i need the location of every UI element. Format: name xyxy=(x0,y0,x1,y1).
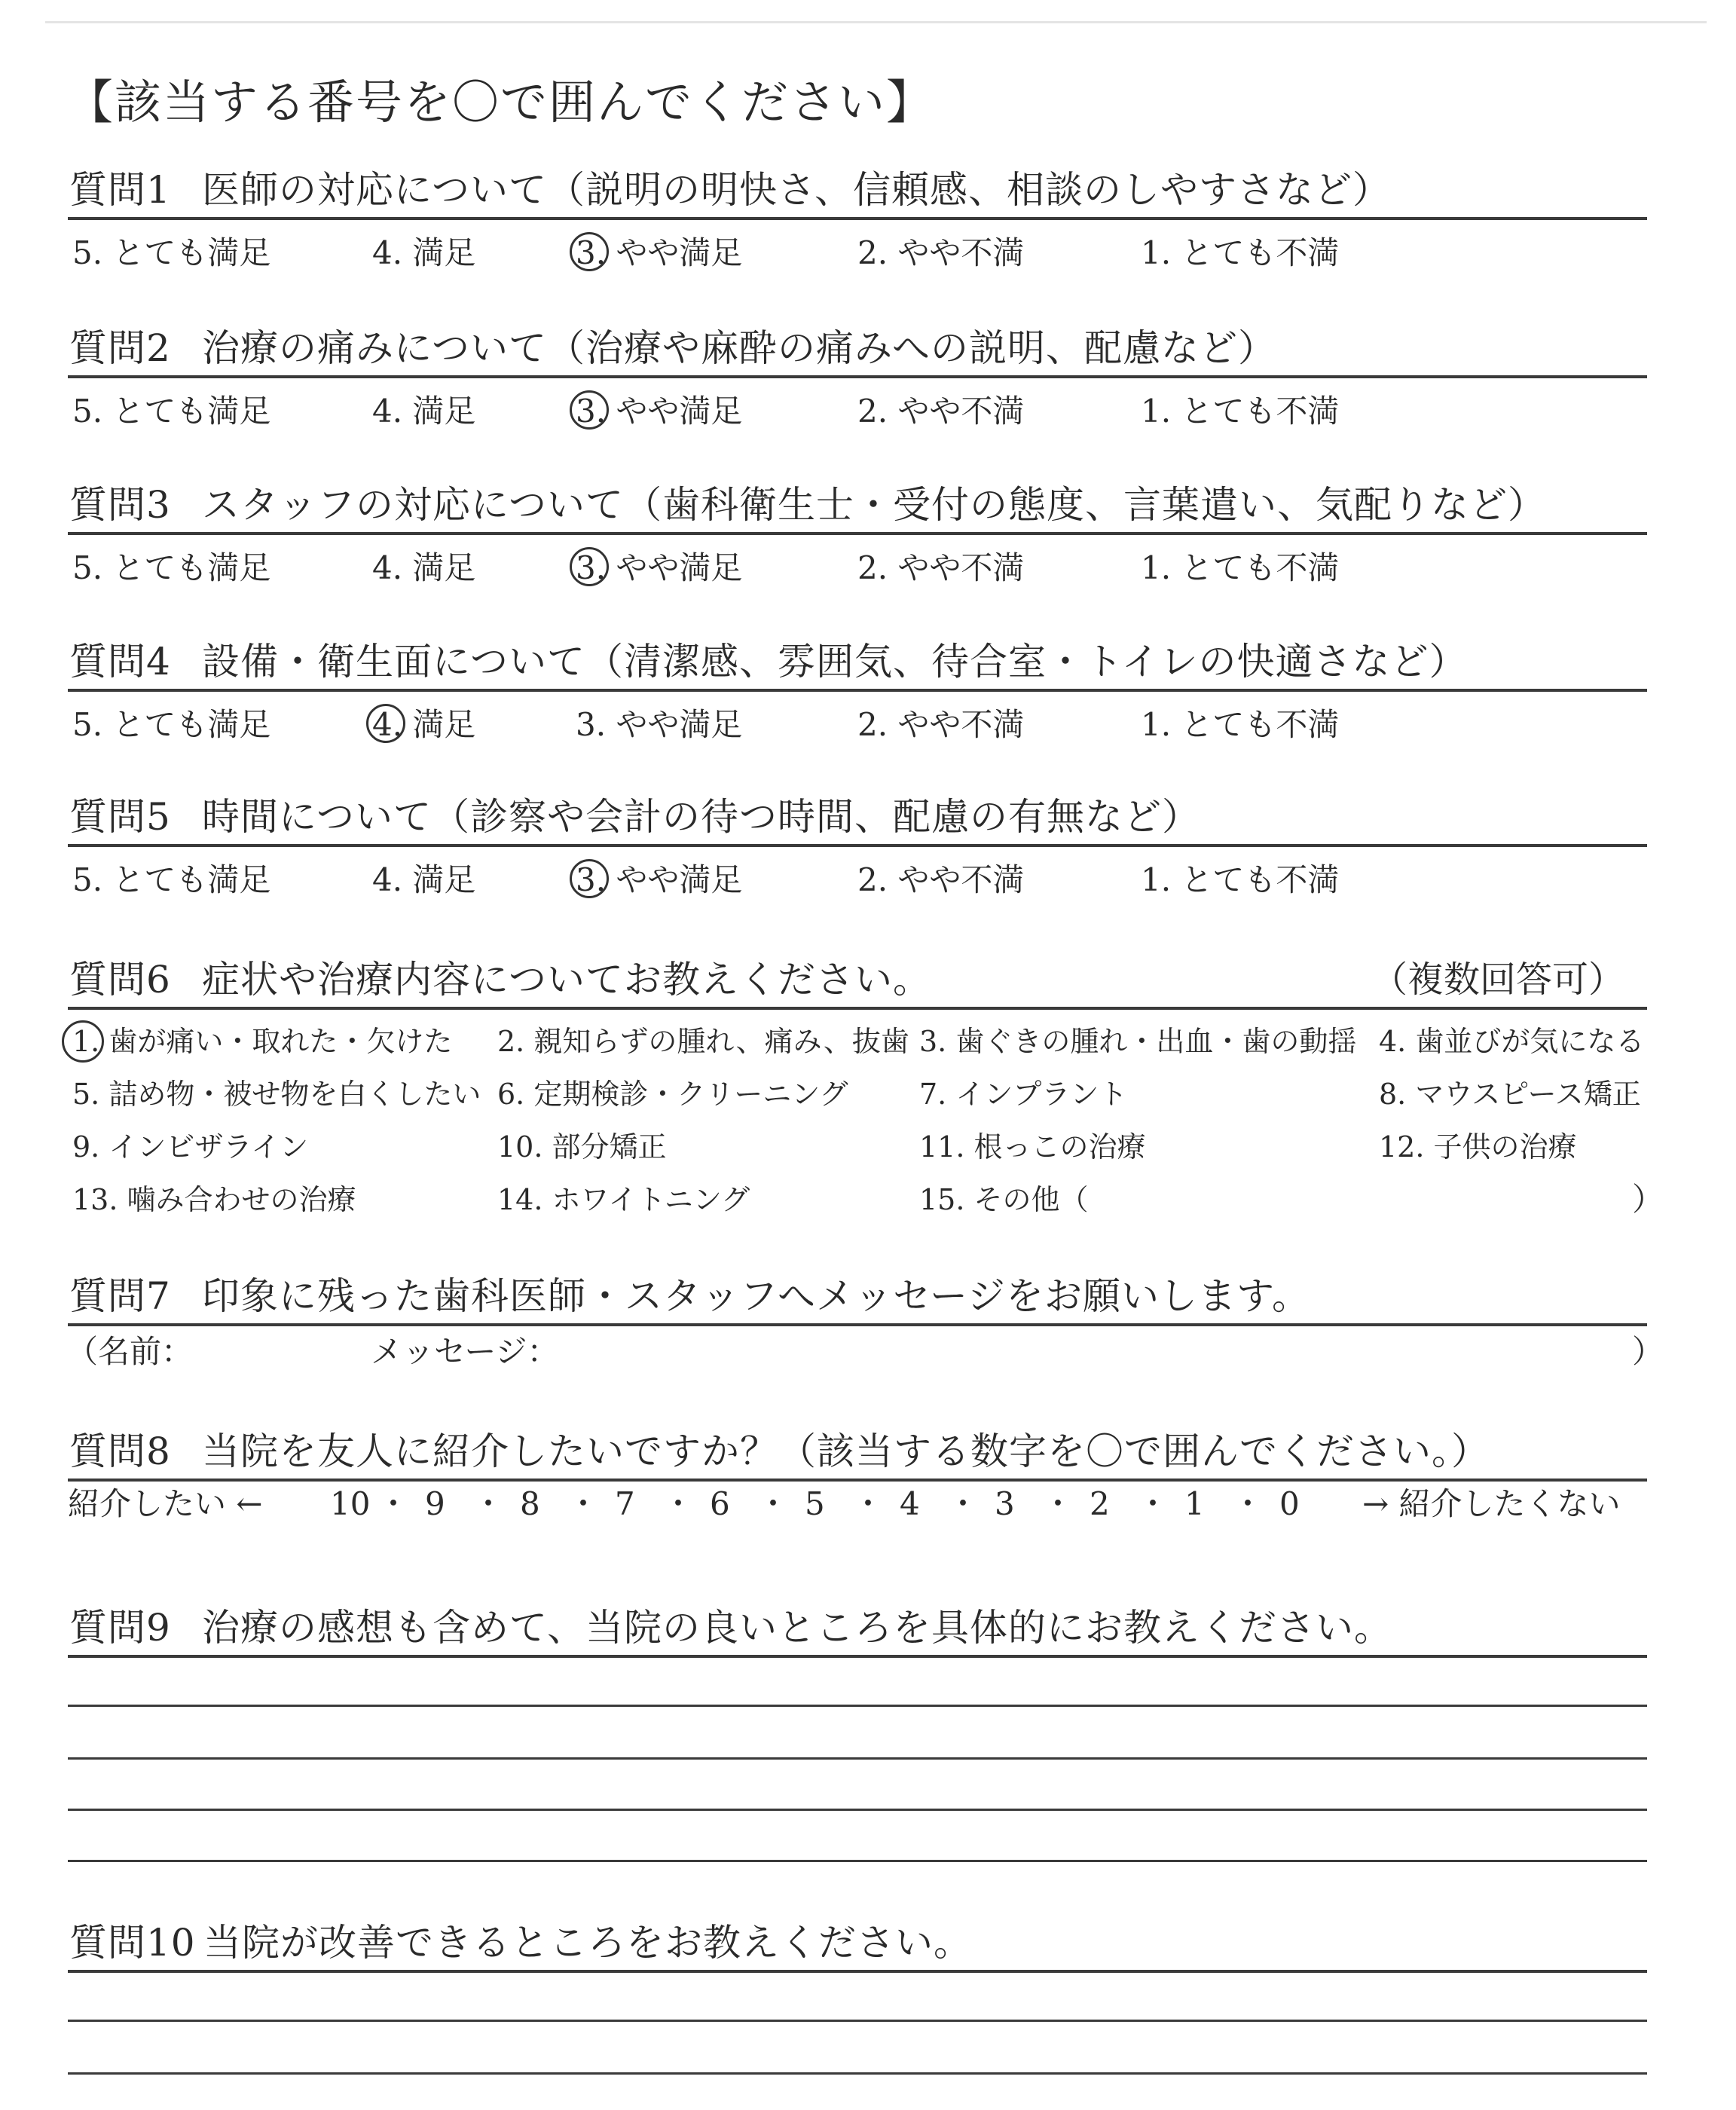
option-number: 13. xyxy=(72,1183,118,1216)
option-number: 1. xyxy=(1141,393,1172,430)
q4-option[interactable] xyxy=(72,705,270,745)
option-number: 3. xyxy=(576,706,607,743)
option-label: やや不満 xyxy=(888,861,1025,898)
scale-separator: ・ xyxy=(567,1485,600,1522)
q5-text: 時間について（診察や会計の待つ時間、配慮の有無など） xyxy=(202,795,1200,839)
q6-note: （複数回答可） xyxy=(1371,959,1624,1001)
option-label: インプラント xyxy=(946,1078,1128,1111)
option-label: やや不満 xyxy=(888,393,1025,430)
option-label: 歯ぐきの腫れ・出血・歯の動揺 xyxy=(946,1025,1357,1058)
scale-separator: ・ xyxy=(757,1485,790,1522)
q2-text: 治療の痛みについて（治療や麻酔の痛みへの説明、配慮など） xyxy=(202,326,1276,370)
q6-option[interactable] xyxy=(919,1182,1089,1218)
scale-value[interactable]: 10 xyxy=(330,1485,371,1522)
option-label: やや満足 xyxy=(606,234,743,271)
option-number: 4. xyxy=(372,549,403,586)
option-label: 親知らずの腫れ、痛み、抜歯 xyxy=(524,1025,909,1058)
scale-value[interactable]: 8 xyxy=(520,1485,540,1522)
circled-number: 3. xyxy=(576,549,607,586)
q6-option[interactable] xyxy=(919,1076,1127,1112)
q5-option[interactable] xyxy=(372,861,475,900)
q5-option[interactable] xyxy=(1141,861,1339,900)
q3-option[interactable] xyxy=(72,549,270,588)
option-number: 3. xyxy=(919,1025,947,1058)
q9-write-line[interactable] xyxy=(68,1757,1647,1760)
option-number: 9. xyxy=(72,1130,100,1164)
q7-close-paren: ） xyxy=(1632,1333,1664,1370)
option-label: とても満足 xyxy=(102,706,271,743)
q8-label: 質問8 xyxy=(69,1430,171,1473)
q7-message-label: メッセージ： xyxy=(371,1333,559,1370)
q2-label: 質問2 xyxy=(69,326,171,370)
option-label: 満足 xyxy=(402,393,476,430)
option-label: やや満足 xyxy=(606,549,743,586)
q3-option[interactable] xyxy=(372,549,475,588)
q4-option[interactable] xyxy=(576,705,742,745)
scale-value[interactable]: 3 xyxy=(995,1485,1015,1522)
option-label: 満足 xyxy=(402,861,476,898)
option-label: 歯並びが気になる xyxy=(1406,1025,1645,1058)
q3-header xyxy=(68,482,1647,535)
q9-header xyxy=(68,1605,1647,1658)
q6-label: 質問6 xyxy=(69,958,171,1001)
q4-option[interactable] xyxy=(1141,705,1339,745)
q6-option[interactable] xyxy=(497,1129,667,1165)
q3-option[interactable] xyxy=(576,549,742,588)
q2-option[interactable] xyxy=(1141,392,1339,431)
circled-number: 1. xyxy=(72,1025,100,1058)
scale-value[interactable]: 7 xyxy=(615,1485,635,1522)
q5-option[interactable] xyxy=(576,861,742,900)
q2-option[interactable] xyxy=(576,392,742,431)
option-label: 満足 xyxy=(402,706,476,743)
q8-header xyxy=(68,1429,1647,1482)
option-number: 7. xyxy=(919,1078,947,1111)
q6-text: 症状や治療内容についてお教えください。 xyxy=(202,958,931,1001)
q3-option[interactable] xyxy=(857,549,1024,588)
option-label: 子供の治療 xyxy=(1424,1130,1577,1164)
option-label: 部分矯正 xyxy=(542,1130,667,1164)
option-label: とても不満 xyxy=(1171,393,1340,430)
option-label: 定期検診・クリーニング xyxy=(524,1078,848,1111)
option-number: 2. xyxy=(857,861,888,898)
option-number: 4. xyxy=(372,393,403,430)
q9-write-line[interactable] xyxy=(68,1809,1647,1811)
option-label: やや不満 xyxy=(888,234,1025,271)
option-number: 5. xyxy=(72,234,103,271)
q10-header xyxy=(68,1920,1647,1973)
option-label: とても満足 xyxy=(102,861,271,898)
q5-option[interactable] xyxy=(857,861,1024,900)
scale-separator: ・ xyxy=(662,1485,695,1522)
option-number: 2. xyxy=(857,393,888,430)
q7-label: 質問7 xyxy=(69,1274,171,1318)
q1-option[interactable] xyxy=(857,234,1024,273)
option-label: インビザライン xyxy=(99,1130,309,1164)
scale-value[interactable]: 0 xyxy=(1279,1485,1300,1522)
q1-option[interactable] xyxy=(372,234,475,273)
circled-number: 4. xyxy=(372,706,403,743)
q4-option[interactable] xyxy=(857,705,1024,745)
option-number: 5. xyxy=(72,861,103,898)
page-title: 【該当する番号を〇で囲んでください】 xyxy=(66,75,935,130)
option-number: 2. xyxy=(857,706,888,743)
option-number: 8. xyxy=(1379,1078,1407,1111)
option-number: 14. xyxy=(497,1183,543,1216)
q6-option[interactable] xyxy=(497,1023,909,1060)
option-number: 15. xyxy=(919,1183,965,1216)
q1-option[interactable] xyxy=(576,234,742,273)
q2-option[interactable] xyxy=(372,392,475,431)
q3-text: スタッフの対応について（歯科衛生士・受付の態度、言葉遣い、気配りなど） xyxy=(202,483,1546,527)
option-label: とても満足 xyxy=(102,549,271,586)
q5-option[interactable] xyxy=(72,861,270,900)
q7-name-label: （名前： xyxy=(66,1333,194,1370)
circled-number: 3. xyxy=(576,861,607,898)
scale-value[interactable]: 4 xyxy=(900,1485,920,1522)
q8-right-label: → 紹介したくない xyxy=(1362,1485,1621,1522)
option-label: やや不満 xyxy=(888,706,1025,743)
option-label: ホワイトニング xyxy=(542,1183,750,1216)
q6-option[interactable] xyxy=(72,1023,452,1060)
option-number: 4. xyxy=(372,234,403,271)
scale-value[interactable]: 2 xyxy=(1090,1485,1110,1522)
q1-option[interactable] xyxy=(72,234,270,273)
option-number: 5. xyxy=(72,393,103,430)
q1-text: 医師の対応について（説明の明快さ、信頼感、相談のしやすさなど） xyxy=(202,168,1391,212)
option-label: とても満足 xyxy=(102,234,271,271)
q6-option[interactable] xyxy=(1379,1023,1644,1060)
option-label: やや満足 xyxy=(606,861,743,898)
q6-option[interactable] xyxy=(919,1023,1356,1060)
q10-write-line[interactable] xyxy=(68,2020,1647,2022)
option-label: 満足 xyxy=(402,549,476,586)
option-label: 歯が痛い・取れた・欠けた xyxy=(99,1025,453,1058)
circled-number: 3. xyxy=(576,234,607,271)
option-label: やや満足 xyxy=(606,706,743,743)
option-label: とても不満 xyxy=(1171,549,1340,586)
option-number: 11. xyxy=(919,1130,965,1164)
option-number: 5. xyxy=(72,706,103,743)
q1-option[interactable] xyxy=(1141,234,1339,273)
q8-text: 当院を友人に紹介したいですか？（該当する数字を〇で囲んでください。） xyxy=(202,1430,1490,1473)
option-label: 詰め物・被せ物を白くしたい xyxy=(99,1078,481,1111)
q2-option[interactable] xyxy=(72,392,270,431)
option-number: 6. xyxy=(497,1078,525,1111)
option-number: 5. xyxy=(72,549,103,586)
option-label: 噛み合わせの治療 xyxy=(118,1183,356,1216)
scale-value[interactable]: 6 xyxy=(710,1485,730,1522)
q7-header xyxy=(68,1274,1647,1326)
q7-text: 印象に残った歯科医師・スタッフへメッセージをお願いします。 xyxy=(202,1274,1310,1318)
option-number: 2. xyxy=(497,1025,525,1058)
option-number: 1. xyxy=(1141,549,1172,586)
q1-label: 質問1 xyxy=(69,168,171,212)
scale-separator: ・ xyxy=(1042,1485,1074,1522)
q4-text: 設備・衛生面について（清潔感、雰囲気、待合室・トイレの快適さなど） xyxy=(202,640,1468,683)
q4-header xyxy=(68,639,1647,692)
option-number: 1. xyxy=(1141,706,1172,743)
scale-separator: ・ xyxy=(852,1485,885,1522)
scale-separator: ・ xyxy=(377,1485,410,1522)
scan-top-edge xyxy=(45,21,1707,23)
q3-label: 質問3 xyxy=(69,483,171,527)
q6-option[interactable] xyxy=(72,1076,481,1112)
option-number: 4. xyxy=(1379,1025,1407,1058)
q8-left-label: 紹介したい ← xyxy=(68,1485,263,1522)
q5-label: 質問5 xyxy=(69,795,171,839)
q10-text: 当院が改善できるところをお教えください。 xyxy=(203,1921,972,1965)
option-number: 4. xyxy=(372,861,403,898)
option-label: 根っこの治療 xyxy=(964,1130,1146,1164)
scale-value[interactable]: 1 xyxy=(1184,1485,1205,1522)
option-label: とても満足 xyxy=(102,393,271,430)
option-number: 1. xyxy=(1141,861,1172,898)
option-label: 満足 xyxy=(402,234,476,271)
q3-option[interactable] xyxy=(1141,549,1339,588)
option-label: マウスピース矯正 xyxy=(1406,1078,1641,1111)
scale-separator: ・ xyxy=(472,1485,505,1522)
q10-label: 質問10 xyxy=(69,1921,196,1965)
scale-separator: ・ xyxy=(947,1485,980,1522)
q6-option[interactable] xyxy=(1379,1076,1641,1112)
scale-separator: ・ xyxy=(1232,1485,1264,1522)
option-number: 2. xyxy=(857,549,888,586)
scale-value[interactable]: 5 xyxy=(805,1485,825,1522)
q6-option[interactable] xyxy=(497,1182,750,1218)
option-label: やや満足 xyxy=(606,393,743,430)
option-number: 10. xyxy=(497,1130,543,1164)
option-number: 1. xyxy=(1141,234,1172,271)
q6-option[interactable] xyxy=(72,1129,308,1165)
option-number: 2. xyxy=(857,234,888,271)
q2-header xyxy=(68,326,1647,378)
option-label: とても不満 xyxy=(1171,234,1340,271)
option-number: 12. xyxy=(1379,1130,1425,1164)
q6-option[interactable] xyxy=(919,1129,1146,1165)
option-label: その他（ xyxy=(964,1183,1089,1216)
q6-option[interactable] xyxy=(497,1076,848,1112)
q6-other-close-paren: ） xyxy=(1632,1181,1664,1218)
circled-number: 3. xyxy=(576,393,607,430)
q4-option[interactable] xyxy=(372,705,475,745)
q9-write-line[interactable] xyxy=(68,1705,1647,1707)
q2-option[interactable] xyxy=(857,392,1024,431)
scale-separator: ・ xyxy=(1137,1485,1169,1522)
q6-header xyxy=(68,957,1647,1010)
q6-option[interactable] xyxy=(1379,1129,1577,1165)
option-label: とても不満 xyxy=(1171,861,1340,898)
scale-value[interactable]: 9 xyxy=(425,1485,445,1522)
q4-label: 質問4 xyxy=(69,640,171,683)
q1-header xyxy=(68,167,1647,220)
q6-option[interactable] xyxy=(72,1182,356,1218)
q9-label: 質問9 xyxy=(69,1606,171,1650)
q5-header xyxy=(68,794,1647,847)
q9-text: 治療の感想も含めて、当院の良いところを具体的にお教えください。 xyxy=(202,1606,1392,1650)
option-label: とても不満 xyxy=(1171,706,1340,743)
option-number: 5. xyxy=(72,1078,100,1111)
q9-write-line[interactable] xyxy=(68,1860,1647,1862)
q10-write-line[interactable] xyxy=(68,2072,1647,2075)
option-label: やや不満 xyxy=(888,549,1025,586)
